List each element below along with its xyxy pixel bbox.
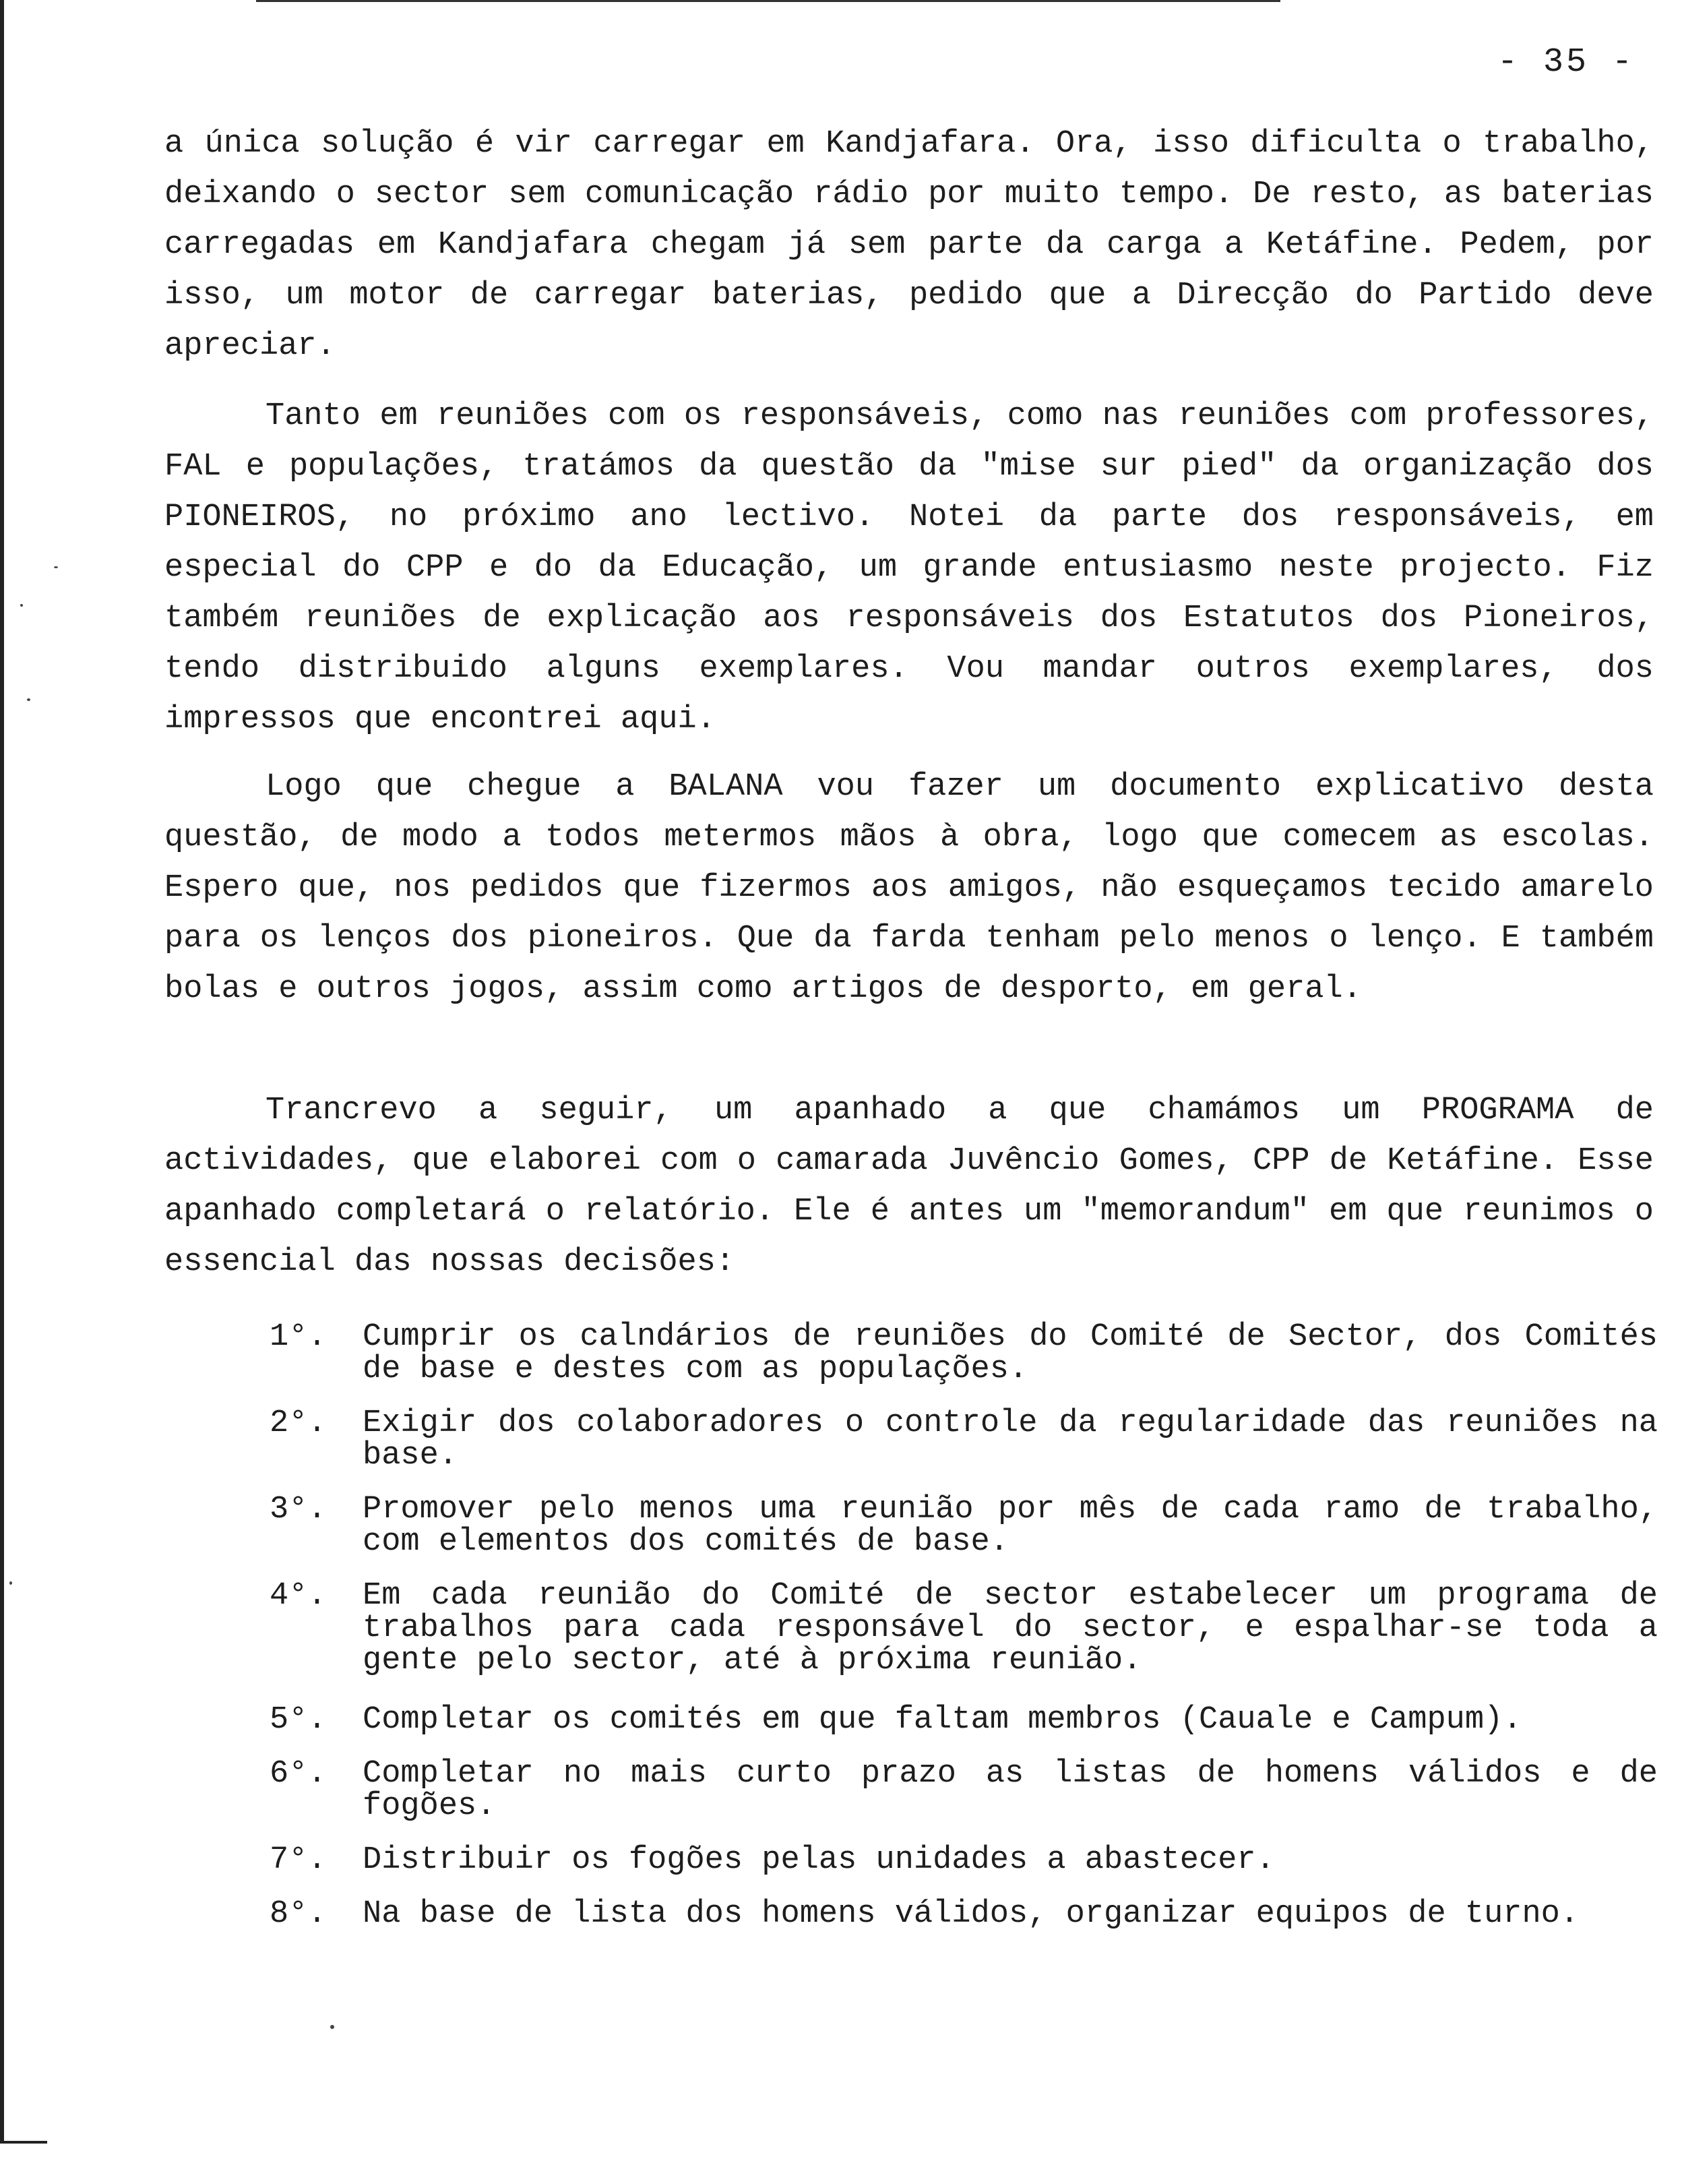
item-text: Exigir dos colaboradores o controle da regularidade das reuniões na base. <box>363 1405 1658 1474</box>
item-number: 5°. <box>270 1702 327 1738</box>
list-item <box>270 1580 1658 1677</box>
item-number: 2°. <box>270 1405 327 1441</box>
list-item <box>270 1844 1658 1877</box>
item-text: Cumprir os calndários de reuniões do Comité de Sector, dos Comités de base e destes com as populações. <box>363 1319 1658 1387</box>
item-text: Completar os comités em que faltam membros (Cauale e Campum). <box>363 1702 1522 1738</box>
list-item <box>270 1758 1658 1823</box>
paragraph-3: Logo que chegue a BALANA vou fazer um documento explicativo desta questão, de modo a todos metermos mãos à obra, logo que comecem as escolas. Espero que, nos pedidos que fizermos aos amigos, não esqueçamos tecido amarelo para os lenços dos pioneiros. Que da farda tenham pelo menos o lenço. E também bolas e outros jogos, assim como artigos de desporto, em geral. <box>164 769 1654 1007</box>
page-number: - 35 - <box>1497 43 1635 82</box>
list-item <box>270 1407 1658 1472</box>
program-list <box>270 1321 1658 1952</box>
scan-speck <box>9 1581 12 1585</box>
item-number: 1°. <box>270 1319 327 1355</box>
item-text: Distribuir os fogões pelas unidades a abastecer. <box>363 1842 1275 1878</box>
item-number: 4°. <box>270 1578 327 1614</box>
item-number: 7°. <box>270 1842 327 1878</box>
item-text: Em cada reunião do Comité de sector estabelecer um programa de trabalhos para cada responsável do sector, e espalhar-se toda a gente pelo sector, até à próxima reunião. <box>363 1578 1658 1678</box>
list-item <box>270 1898 1658 1931</box>
paragraph-4: Trancrevo a seguir, um apanhado a que chamámos um PROGRAMA de actividades, que elaborei com o camarada Juvêncio Gomes, CPP de Ketáfine. Esse apanhado completará o relatório. Ele é antes um "memorandum" em que reunimos o essencial das nossas decisões: <box>164 1093 1654 1280</box>
item-text: Na base de lista dos homens válidos, organizar equipos de turno. <box>363 1896 1580 1932</box>
item-number: 3°. <box>270 1492 327 1527</box>
list-item <box>270 1704 1658 1736</box>
item-text: Promover pelo menos uma reunião por mês de cada ramo de trabalho, com elementos dos comités de base. <box>363 1492 1658 1560</box>
paragraph-2: Tanto em reuniões com os responsáveis, como nas reuniões com professores, FAL e populações, tratámos da questão da "mise sur pied" da organização dos PIONEIROS, no próximo ano lectivo. Notei da parte dos responsáveis, em especial do CPP e do da Educação, um grande entusiasmo neste projecto. Fiz também reuniões de explicação aos responsáveis dos Estatutos dos Pioneiros, tendo distribuido alguns exemplares. Vou mandar outros exemplares, dos impressos que encontrei aqui. <box>164 398 1654 737</box>
scan-corner-mark <box>0 2141 47 2144</box>
list-item <box>270 1494 1658 1558</box>
scan-speck <box>54 566 58 568</box>
item-number: 6°. <box>270 1756 327 1792</box>
item-number: 8°. <box>270 1896 327 1932</box>
item-text: Completar no mais curto prazo as listas de homens válidos e de fogões. <box>363 1756 1658 1824</box>
scan-top-line <box>256 0 1280 2</box>
paragraph-1: a única solução é vir carregar em Kandjafara. Ora, isso dificulta o trabalho, deixando o sector sem comunicação rádio por muito tempo. De resto, as baterias carregadas em Kandjafara chegam já sem parte da carga a Ketáfine. Pedem, por isso, um motor de carregar baterias, pedido que a Direcção do Partido deve apreciar. <box>164 126 1654 364</box>
scan-edge <box>0 0 4 2144</box>
list-item <box>270 1321 1658 1386</box>
scan-speck <box>27 698 30 701</box>
scan-speck <box>330 2025 334 2029</box>
scan-speck <box>20 604 23 607</box>
